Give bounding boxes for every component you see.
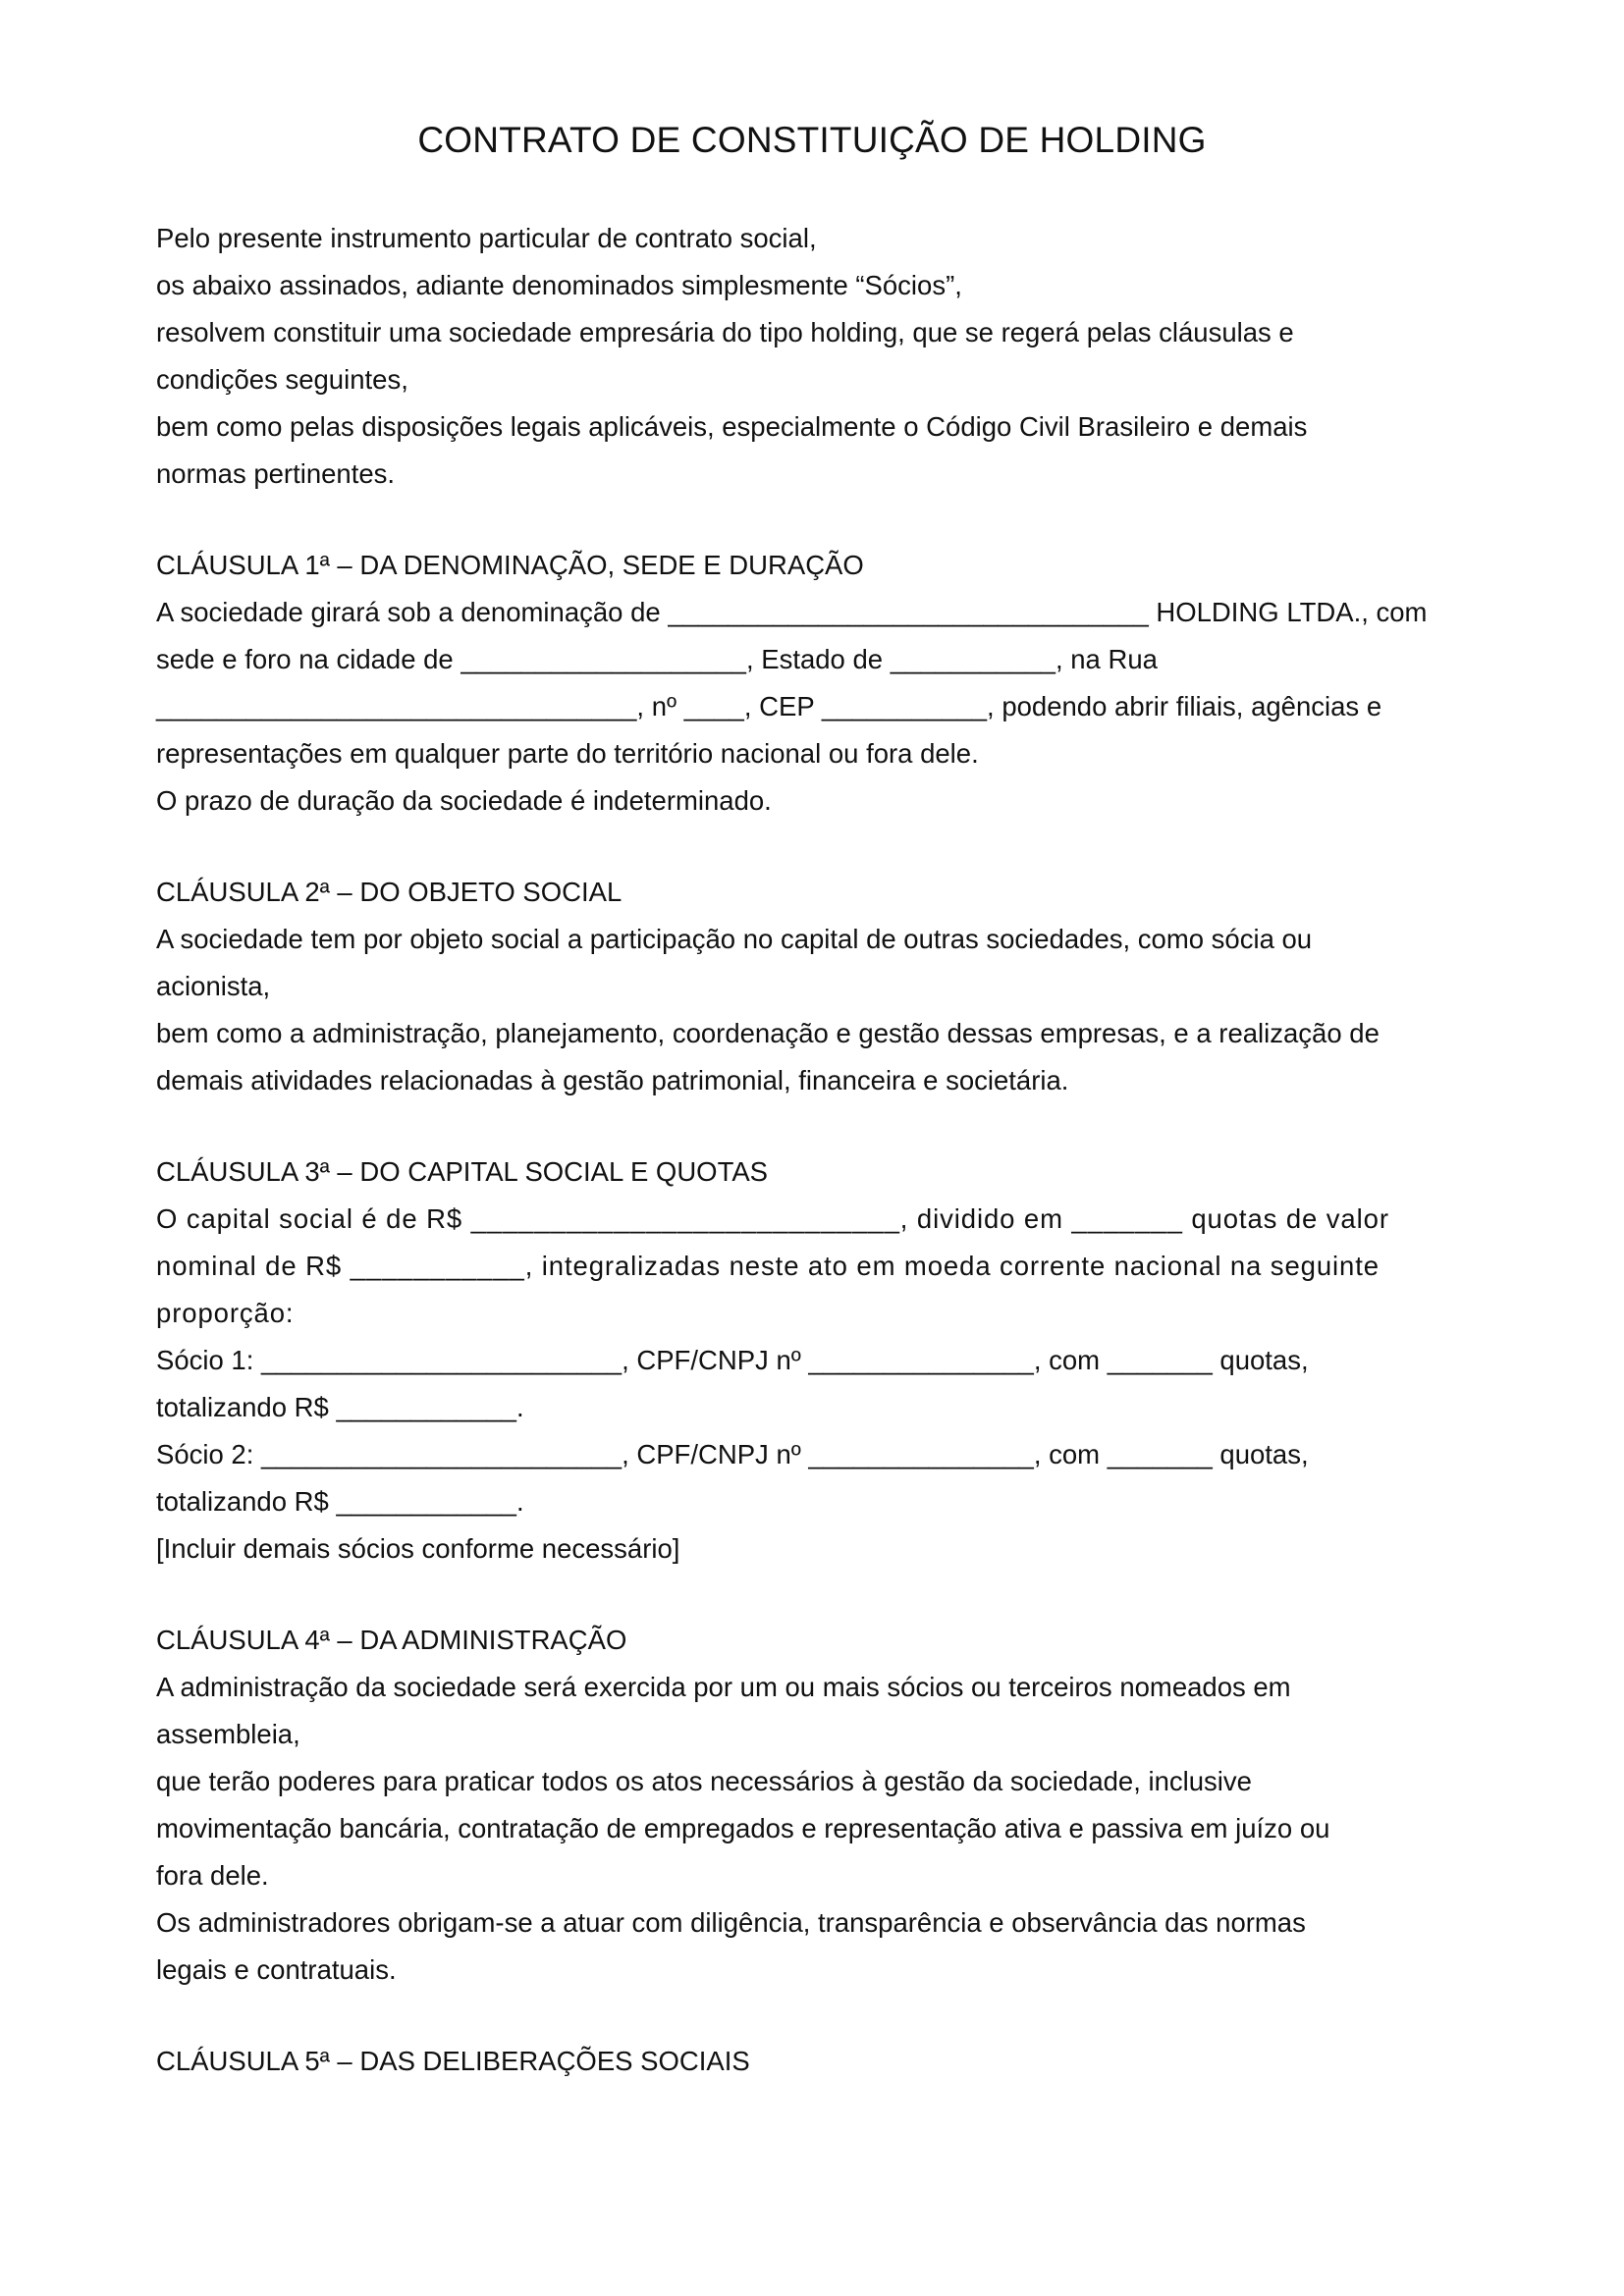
clause-line: proporção: bbox=[156, 1298, 295, 1328]
clause-heading: CLÁUSULA 3ª – DO CAPITAL SOCIAL E QUOTAS bbox=[156, 1156, 769, 1187]
clause-line: totalizando R$ ____________. bbox=[156, 1486, 524, 1517]
document-body bbox=[156, 215, 1491, 2085]
clause-line: Sócio 2: ________________________, CPF/CNPJ nº _______________, com _______ quotas, bbox=[156, 1439, 1309, 1469]
clause-1 bbox=[156, 542, 1491, 825]
preamble-line: os abaixo assinados, adiante denominados simplesmente “Sócios”, bbox=[156, 270, 962, 300]
clause-line: bem como a administração, planejamento, coordenação e gestão dessas empresas, e a realização de bbox=[156, 1018, 1380, 1048]
clause-3 bbox=[156, 1148, 1491, 1573]
clause-line: acionista, bbox=[156, 971, 271, 1001]
preamble-line: normas pertinentes. bbox=[156, 458, 396, 489]
clause-line: assembleia, bbox=[156, 1719, 300, 1749]
preamble bbox=[156, 215, 1491, 498]
clause-line: ________________________________, nº ____, CEP ___________, podendo abrir filiais, agências e bbox=[156, 691, 1382, 721]
clause-line: movimentação bancária, contratação de empregados e representação ativa e passiva em juízo ou bbox=[156, 1813, 1330, 1843]
clause-4 bbox=[156, 1617, 1491, 1994]
clause-line: A sociedade girará sob a denominação de ________________________________ HOLDING LTDA., com bbox=[156, 597, 1428, 627]
clause-line: sede e foro na cidade de ___________________, Estado de ___________, na Rua bbox=[156, 644, 1158, 674]
clause-heading: CLÁUSULA 2ª – DO OBJETO SOCIAL bbox=[156, 877, 623, 907]
preamble-line: Pelo presente instrumento particular de contrato social, bbox=[156, 223, 817, 253]
clause-line: O prazo de duração da sociedade é indeterminado. bbox=[156, 785, 772, 816]
clause-line: nominal de R$ ___________, integralizadas neste ato em moeda corrente nacional na seguinte bbox=[156, 1251, 1380, 1281]
clause-line: representações em qualquer parte do território nacional ou fora dele. bbox=[156, 738, 979, 769]
clause-heading: CLÁUSULA 5ª – DAS DELIBERAÇÕES SOCIAIS bbox=[156, 2046, 750, 2076]
preamble-line: resolvem constituir uma sociedade empresária do tipo holding, que se regerá pelas cláusulas e bbox=[156, 317, 1294, 347]
clause-line: que terão poderes para praticar todos os atos necessários à gestão da sociedade, inclusive bbox=[156, 1766, 1252, 1796]
preamble-line: bem como pelas disposições legais aplicáveis, especialmente o Código Civil Brasileiro e demais bbox=[156, 411, 1308, 442]
preamble-line: condições seguintes, bbox=[156, 364, 408, 395]
clause-2 bbox=[156, 869, 1491, 1104]
clause-line: demais atividades relacionadas à gestão patrimonial, financeira e societária. bbox=[156, 1065, 1069, 1095]
clause-heading: CLÁUSULA 4ª – DA ADMINISTRAÇÃO bbox=[156, 1625, 627, 1655]
clause-line: [Incluir demais sócios conforme necessário] bbox=[156, 1533, 680, 1564]
clause-line: O capital social é de R$ ___________________________, dividido em _______ quotas de valor bbox=[156, 1203, 1389, 1234]
clause-line: legais e contratuais. bbox=[156, 1954, 397, 1985]
clause-line: Os administradores obrigam-se a atuar com diligência, transparência e observância das normas bbox=[156, 1907, 1306, 1938]
clause-line: totalizando R$ ____________. bbox=[156, 1392, 524, 1422]
clause-line: A administração da sociedade será exercida por um ou mais sócios ou terceiros nomeados em bbox=[156, 1672, 1291, 1702]
clause-line: fora dele. bbox=[156, 1860, 269, 1891]
clause-line: Sócio 1: ________________________, CPF/CNPJ nº _______________, com _______ quotas, bbox=[156, 1345, 1309, 1375]
clause-5 bbox=[156, 2038, 1491, 2085]
clause-line: A sociedade tem por objeto social a participação no capital de outras sociedades, como sócia ou bbox=[156, 924, 1313, 954]
document-title: CONTRATO DE CONSTITUIÇÃO DE HOLDING bbox=[417, 120, 1207, 160]
clause-heading: CLÁUSULA 1ª – DA DENOMINAÇÃO, SEDE E DURAÇÃO bbox=[156, 550, 864, 580]
